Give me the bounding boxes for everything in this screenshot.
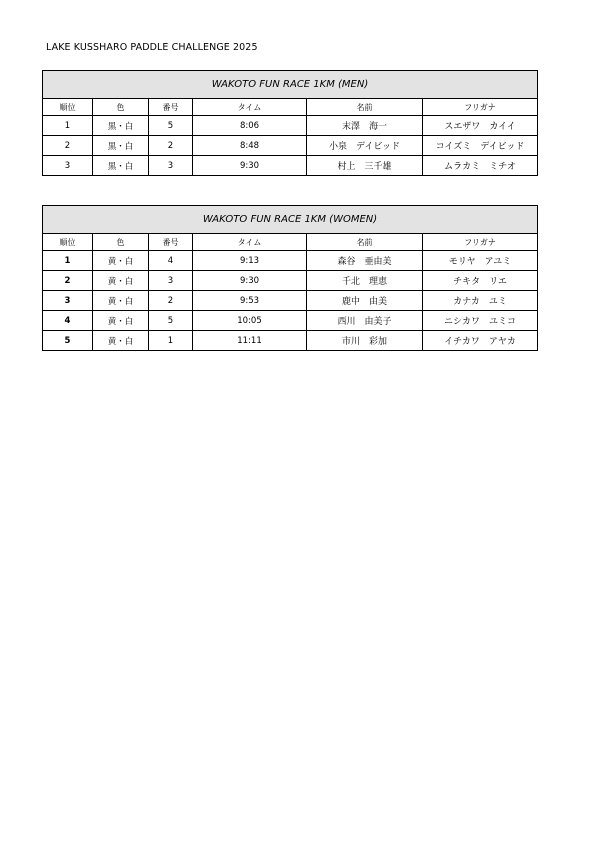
kana-cell: スエザワ カイイ [423,116,538,136]
column-header-time: タイム [193,99,307,116]
kana-cell: イチカワ アヤカ [423,331,538,351]
number-cell: 2 [149,136,193,156]
table-row [43,251,538,271]
table-title: WAKOTO FUN RACE 1KM (MEN) [43,71,538,99]
number-cell: 3 [149,271,193,291]
rank-cell: 4 [43,311,93,331]
column-header-time: タイム [193,234,307,251]
table-title: WAKOTO FUN RACE 1KM (WOMEN) [43,206,538,234]
number-cell: 5 [149,311,193,331]
rank-cell: 1 [43,116,93,136]
document-title: LAKE KUSSHARO PADDLE CHALLENGE 2025 [46,42,258,53]
column-header-color: 色 [93,99,149,116]
column-header-number: 番号 [149,234,193,251]
table-title-row [43,71,538,99]
color-cell: 黄・白 [93,291,149,311]
color-cell: 黄・白 [93,251,149,271]
rank-cell: 2 [43,136,93,156]
number-cell: 4 [149,251,193,271]
number-cell: 3 [149,156,193,176]
column-header-number: 番号 [149,99,193,116]
time-cell: 8:06 [193,116,307,136]
rank-cell: 3 [43,156,93,176]
name-cell: 末澤 海一 [307,116,423,136]
column-header-name: 名前 [307,234,423,251]
time-cell: 11:11 [193,331,307,351]
column-header-rank: 順位 [43,99,93,116]
number-cell: 1 [149,331,193,351]
table-header-row [43,99,538,116]
results-table-men [42,70,538,176]
column-header-color: 色 [93,234,149,251]
number-cell: 2 [149,291,193,311]
time-cell: 9:30 [193,271,307,291]
kana-cell: ムラカミ ミチオ [423,156,538,176]
time-cell: 9:13 [193,251,307,271]
rank-cell: 3 [43,291,93,311]
kana-cell: コイズミ デイビッド [423,136,538,156]
table-row [43,271,538,291]
rank-cell: 5 [43,331,93,351]
kana-cell: モリヤ アユミ [423,251,538,271]
number-cell: 5 [149,116,193,136]
color-cell: 黒・白 [93,136,149,156]
table-title-row [43,206,538,234]
time-cell: 8:48 [193,136,307,156]
table-row [43,331,538,351]
results-table-women [42,205,538,351]
name-cell: 小泉 デイビッド [307,136,423,156]
color-cell: 黄・白 [93,331,149,351]
rank-cell: 2 [43,271,93,291]
color-cell: 黒・白 [93,156,149,176]
color-cell: 黄・白 [93,271,149,291]
table-row [43,116,538,136]
time-cell: 9:30 [193,156,307,176]
rank-cell: 1 [43,251,93,271]
column-header-name: 名前 [307,99,423,116]
name-cell: 西川 由美子 [307,311,423,331]
time-cell: 10:05 [193,311,307,331]
kana-cell: ニシカワ ユミコ [423,311,538,331]
kana-cell: カナカ ユミ [423,291,538,311]
kana-cell: チキタ リエ [423,271,538,291]
name-cell: 市川 彩加 [307,331,423,351]
name-cell: 森谷 亜由美 [307,251,423,271]
table-row [43,136,538,156]
table-row [43,291,538,311]
table-row [43,311,538,331]
name-cell: 村上 三千雄 [307,156,423,176]
time-cell: 9:53 [193,291,307,311]
column-header-rank: 順位 [43,234,93,251]
table-header-row [43,234,538,251]
table-row [43,156,538,176]
name-cell: 鹿中 由美 [307,291,423,311]
name-cell: 千北 理恵 [307,271,423,291]
column-header-kana: フリガナ [423,99,538,116]
column-header-kana: フリガナ [423,234,538,251]
color-cell: 黄・白 [93,311,149,331]
color-cell: 黒・白 [93,116,149,136]
